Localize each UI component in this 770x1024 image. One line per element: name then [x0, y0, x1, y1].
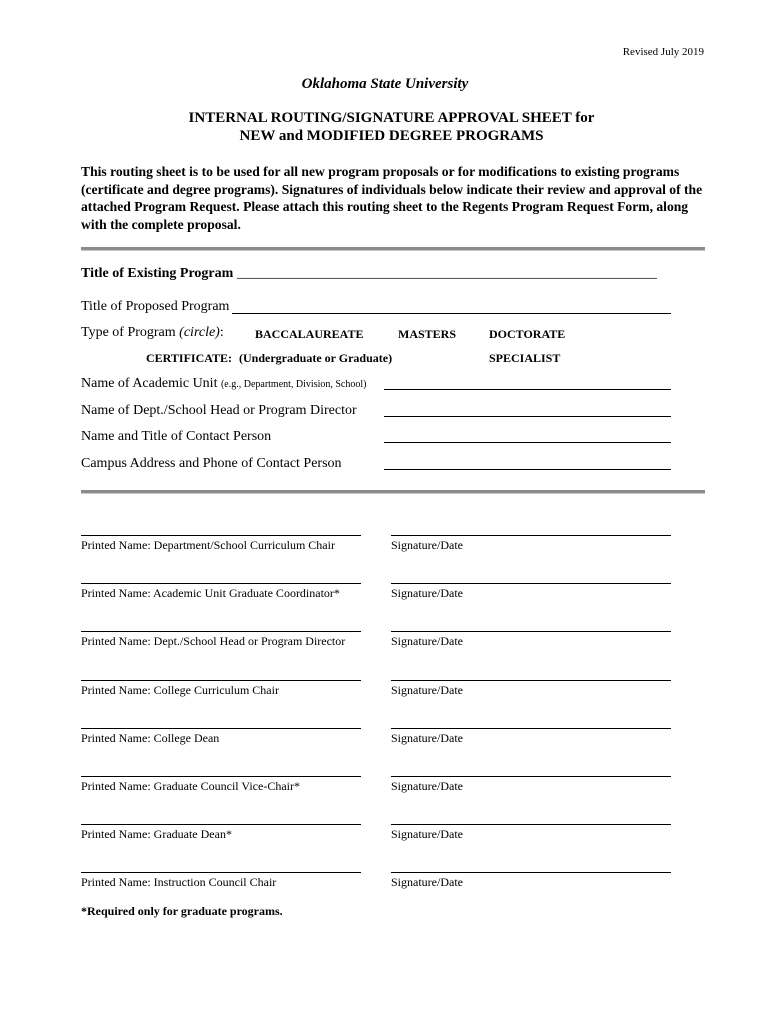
- signature-date-label: Signature/Date: [391, 682, 463, 697]
- form-title-line1: INTERNAL ROUTING/SIGNATURE APPROVAL SHEET for: [188, 110, 595, 126]
- signature-date-label: Signature/Date: [391, 875, 463, 890]
- contact-address-label: Campus Address and Phone of Contact Person: [81, 456, 342, 471]
- signature-date-input[interactable]: [391, 631, 671, 632]
- printed-name-label: Printed Name: Academic Unit Graduate Coordinator*: [81, 586, 340, 601]
- signature-date-label: Signature/Date: [391, 779, 463, 793]
- signature-date-label: Signature/Date: [391, 538, 463, 552]
- printed-name-label: Printed Name: College Dean: [81, 730, 220, 745]
- option-certificate[interactable]: CERTIFICATE:: [146, 351, 233, 365]
- academic-unit-label: Name of Academic Unit (e.g., Department, Division, School): [81, 376, 367, 391]
- existing-program-blank: ____________________________________________________________: [236, 266, 657, 281]
- signature-date-input[interactable]: [391, 535, 671, 536]
- printed-name-input[interactable]: [81, 776, 361, 777]
- signature-date-label: Signature/Date: [391, 730, 463, 745]
- signature-date-input[interactable]: [391, 824, 671, 825]
- dept-head-label: Name of Dept./School Head or Program Director: [81, 403, 357, 418]
- program-type-label: Type of Program (circle):: [81, 325, 224, 340]
- printed-name-label: Printed Name: Graduate Council Vice-Chair*: [81, 779, 300, 793]
- proposed-program-input[interactable]: [232, 313, 671, 314]
- existing-program-field[interactable]: [81, 266, 657, 282]
- signature-date-input[interactable]: [391, 680, 671, 681]
- printed-name-label: Printed Name: Dept./School Head or Program Director: [81, 634, 346, 649]
- printed-name-input[interactable]: [81, 872, 361, 873]
- section-divider-bottom: [81, 490, 705, 494]
- signature-date-input[interactable]: [391, 728, 671, 729]
- printed-name-label: Printed Name: College Curriculum Chair: [81, 682, 279, 697]
- printed-name-input[interactable]: [81, 535, 361, 536]
- printed-name-input[interactable]: [81, 631, 361, 632]
- form-title-line2: NEW and MODIFIED DEGREE PROGRAMS: [239, 128, 544, 144]
- printed-name-input[interactable]: [81, 680, 361, 681]
- option-baccalaureate[interactable]: BACCALAUREATE: [255, 327, 364, 341]
- signature-date-input[interactable]: [391, 872, 671, 873]
- section-divider-top: [81, 247, 705, 251]
- printed-name-input[interactable]: [81, 824, 361, 825]
- signature-date-label: Signature/Date: [391, 827, 463, 842]
- printed-name-label: Printed Name: Graduate Dean*: [81, 827, 232, 842]
- contact-person-input[interactable]: [384, 442, 671, 443]
- existing-program-label: Title of Existing Program: [81, 266, 234, 281]
- printed-name-input[interactable]: [81, 728, 361, 729]
- contact-person-label: Name and Title of Contact Person: [81, 429, 272, 444]
- academic-unit-input[interactable]: [384, 389, 671, 390]
- intro-paragraph: This routing sheet is to be used for all new program proposals or for modifications to existing programs (certificate and degree programs). Signatures of individuals below indicate their review and approval of the attached Program Request. Please attach this routing sheet to the Regents Program Request Form, along with the complete proposal.: [81, 164, 703, 232]
- printed-name-label: Printed Name: Department/School Curriculum Chair: [81, 538, 335, 552]
- option-doctorate[interactable]: DOCTORATE: [489, 327, 566, 341]
- signature-date-input[interactable]: [391, 583, 671, 584]
- printed-name-input[interactable]: [81, 583, 361, 584]
- signature-date-input[interactable]: [391, 776, 671, 777]
- proposed-program-label: Title of Proposed Program: [81, 299, 230, 314]
- option-specialist[interactable]: SPECIALIST: [489, 351, 561, 365]
- footnote: *Required only for graduate programs.: [81, 904, 283, 918]
- certificate-detail: (Undergraduate or Graduate): [239, 351, 393, 365]
- signature-date-label: Signature/Date: [391, 634, 463, 649]
- revised-date: Revised July 2019: [622, 46, 704, 58]
- signature-date-label: Signature/Date: [391, 586, 463, 601]
- contact-address-input[interactable]: [384, 469, 671, 470]
- university-name: Oklahoma State University: [301, 76, 469, 92]
- option-masters[interactable]: MASTERS: [398, 327, 457, 341]
- printed-name-label: Printed Name: Instruction Council Chair: [81, 875, 277, 890]
- dept-head-input[interactable]: [384, 416, 671, 417]
